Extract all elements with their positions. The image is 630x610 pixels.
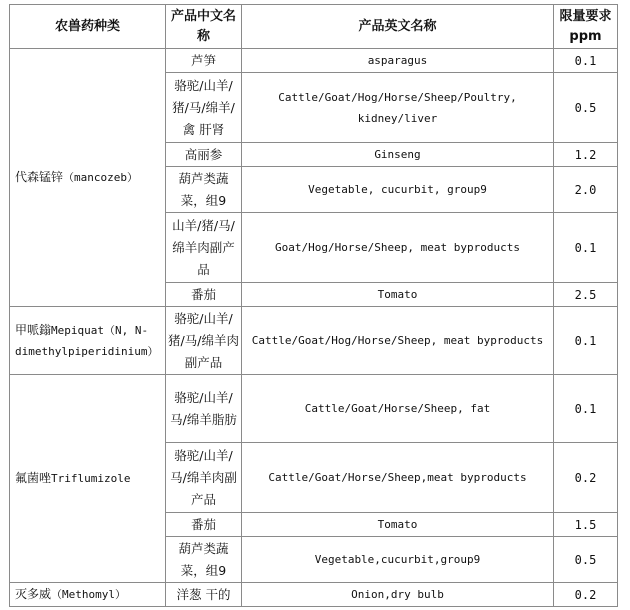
product-en-name: Vegetable,cucurbit,group9 [242,537,554,583]
limit-value: 0.2 [554,443,618,513]
limit-value: 1.2 [554,143,618,167]
pesticide-cn-name: 氟菌唑 [15,471,52,485]
pesticide-cell [10,375,166,583]
table-row [10,375,618,443]
product-cn-name: 山羊/猪/马/绵羊肉副产品 [166,213,242,283]
product-cn-name: 洋葱 干的 [166,583,242,607]
product-cn-name: 葫芦类蔬菜，组9 [166,167,242,213]
table-row [10,307,618,375]
product-en-name: Cattle/Goat/Hog/Horse/Sheep, meat byproducts [242,307,554,375]
pesticide-limit-table [9,4,618,607]
header-limit-ppm: 限量要求ppm [554,5,618,49]
limit-value: 1.5 [554,513,618,537]
pesticide-latin-name: （Methomyl） [51,588,126,601]
product-en-name: Tomato [242,283,554,307]
limit-value: 0.5 [554,537,618,583]
product-cn-name: 芦笋 [166,49,242,73]
table-header-row [10,5,618,49]
header-product-en-name: 产品英文名称 [242,5,554,49]
product-en-name: Cattle/Goat/Hog/Horse/Sheep/Poultry, kidney/liver [242,73,554,143]
product-cn-name: 骆驼/山羊/猪/马/绵羊/禽 肝肾 [166,73,242,143]
pesticide-latin-name: Mepiquat（N, N-dimethylpiperidinium） [15,323,159,358]
product-en-name: Cattle/Goat/Horse/Sheep, fat [242,375,554,443]
pesticide-cell [10,49,166,307]
limit-value: 0.2 [554,583,618,607]
limit-value: 0.1 [554,307,618,375]
product-en-name: Ginseng [242,143,554,167]
limit-value: 0.1 [554,375,618,443]
limit-value: 0.1 [554,213,618,283]
pesticide-cn-name: 灭多威 [15,587,52,601]
product-cn-name: 葫芦类蔬菜，组9 [166,537,242,583]
table-row [10,583,618,607]
product-en-name: Vegetable, cucurbit, group9 [242,167,554,213]
pesticide-cn-name: 甲哌鎓 [15,322,52,337]
product-en-name: Goat/Hog/Horse/Sheep, meat byproducts [242,213,554,283]
product-cn-name: 高丽参 [166,143,242,167]
product-en-name: Tomato [242,513,554,537]
product-cn-name: 骆驼/山羊/马/绵羊脂肪 [166,375,242,443]
pesticide-latin-name: （mancozeb） [63,171,138,184]
limit-value: 0.5 [554,73,618,143]
product-cn-name: 骆驼/山羊/猪/马/绵羊肉副产品 [166,307,242,375]
pesticide-cell [10,583,166,607]
product-en-name: asparagus [242,49,554,73]
product-cn-name: 番茄 [166,513,242,537]
table-row [10,49,618,73]
product-cn-name: 骆驼/山羊/马/绵羊肉副产品 [166,443,242,513]
limit-value: 0.1 [554,49,618,73]
limit-value: 2.5 [554,283,618,307]
product-en-name: Cattle/Goat/Horse/Sheep,meat byproducts [242,443,554,513]
header-product-cn-name: 产品中文名称 [166,5,242,49]
pesticide-latin-name: Triflumizole [51,472,131,485]
header-pesticide-type: 农兽药种类 [10,5,166,49]
product-cn-name: 番茄 [166,283,242,307]
pesticide-cn-name: 代森锰锌 [15,170,64,184]
limit-value: 2.0 [554,167,618,213]
product-en-name: Onion,dry bulb [242,583,554,607]
pesticide-cell [10,307,166,375]
